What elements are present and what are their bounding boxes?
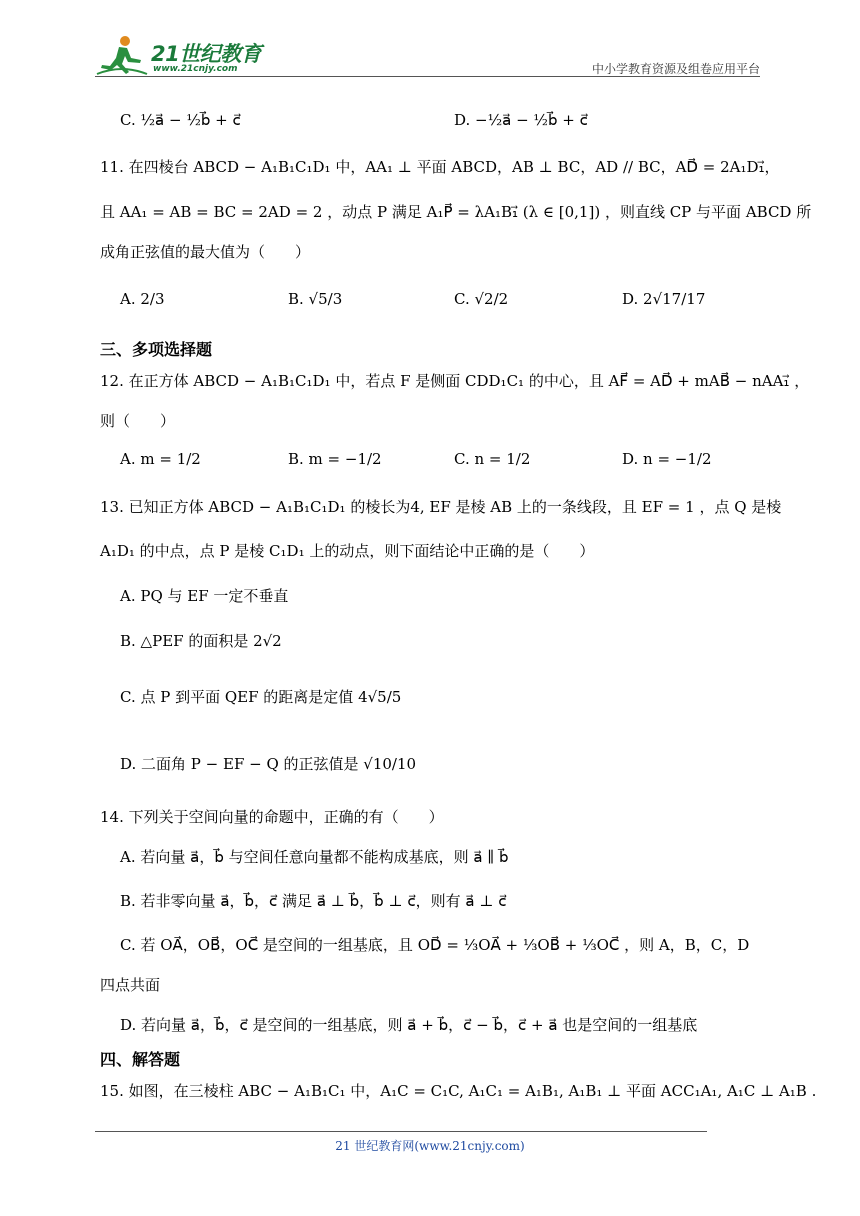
q10-option-d: D. −½a⃗ − ½b⃗ + c⃗ (454, 111, 588, 129)
q11-option-d: D. 2√17/17 (622, 290, 706, 308)
q11-line-2: 且 AA₁ = AB = BC = 2AD = 2 ，动点 P 满足 A₁P⃗ = λA₁B₁⃗ (λ ∈ [0,1]) ，则直线 CP 与平面 ABCD 所 (100, 203, 812, 221)
q13-line-1: 13. 已知正方体 ABCD − A₁B₁C₁D₁ 的棱长为4, EF 是棱 AB 上的一条线段，且 EF = 1 ，点 Q 是棱 (100, 498, 782, 516)
q11-line-3: 成角正弦值的最大值为（ ） (100, 243, 311, 261)
footer-link[interactable]: 21 世纪教育网(www.21cnjy.com) (335, 1139, 525, 1153)
header-divider (95, 76, 760, 77)
q12-option-c: C. n = 1/2 (454, 450, 531, 468)
q13-line-2: A₁D₁ 的中点，点 P 是棱 C₁D₁ 上的动点，则下面结论中正确的是（ ） (100, 542, 595, 560)
header-platform-text: 中小学教育资源及组卷应用平台 (591, 62, 760, 76)
q13-option-b: B. △PEF 的面积是 2√2 (120, 632, 282, 650)
q10-option-c: C. ½a⃗ − ½b⃗ + c⃗ (120, 111, 241, 129)
section-title-answer-questions: 四、解答题 (100, 1050, 181, 1069)
q12-option-a: A. m = 1/2 (120, 450, 201, 468)
q14-option-c: C. 若 OA⃗，OB⃗，OC⃗ 是空间的一组基底，且 OD⃗ = ⅓OA⃗ + ⅓OB⃗ + ⅓OC⃗ ，则 A，B，C，D (120, 936, 750, 954)
q13-option-c: C. 点 P 到平面 QEF 的距离是定值 4√5/5 (120, 688, 402, 706)
q11-option-c: C. √2/2 (454, 290, 509, 308)
q12-option-d: D. n = −1/2 (622, 450, 712, 468)
q14-option-c-continued: 四点共面 (100, 976, 161, 994)
site-logo (95, 34, 265, 78)
logo-url: www.21cnjy.com (153, 64, 238, 74)
q11-option-a: A. 2/3 (120, 290, 165, 308)
q13-option-d: D. 二面角 P − EF − Q 的正弦值是 √10/10 (120, 755, 417, 773)
q12-line-2: 则（ ） (100, 412, 176, 430)
q11-option-b: B. √5/3 (288, 290, 343, 308)
section-title-multiple-choice: 三、多项选择题 (100, 340, 213, 359)
q14-option-d: D. 若向量 a⃗，b⃗，c⃗ 是空间的一组基底，则 a⃗ + b⃗，c⃗ − b⃗，c⃗ + a⃗ 也是空间的一组基底 (120, 1016, 698, 1034)
footer-divider (95, 1131, 707, 1132)
q15-line-1: 15. 如图，在三棱柱 ABC − A₁B₁C₁ 中，A₁C = C₁C, A₁C₁ = A₁B₁, A₁B₁ ⊥ 平面 ACC₁A₁, A₁C ⊥ A₁B . (100, 1082, 817, 1100)
q14-option-b: B. 若非零向量 a⃗，b⃗，c⃗ 满足 a⃗ ⊥ b⃗，b⃗ ⊥ c⃗，则有 a⃗ ⊥ c⃗ (120, 892, 507, 910)
q13-option-a: A. PQ 与 EF 一定不垂直 (120, 587, 289, 605)
q14-line-1: 14. 下列关于空间向量的命题中，正确的有（ ） (100, 808, 444, 826)
logo-text: 21世纪教育 (151, 42, 262, 66)
q12-option-b: B. m = −1/2 (288, 450, 382, 468)
q14-option-a: A. 若向量 a⃗，b⃗ 与空间任意向量都不能构成基底，则 a⃗ ∥ b⃗ (120, 848, 509, 866)
runner-icon (95, 34, 149, 78)
q12-line-1: 12. 在正方体 ABCD − A₁B₁C₁D₁ 中，若点 F 是侧面 CDD₁C₁ 的中心，且 AF⃗ = AD⃗ + mAB⃗ − nAA₁⃗ ， (100, 372, 810, 390)
q11-line-1: 11. 在四棱台 ABCD − A₁B₁C₁D₁ 中，AA₁ ⊥ 平面 ABCD，AB ⊥ BC，AD // BC，AD⃗ = 2A₁D₁⃗， (100, 158, 780, 176)
